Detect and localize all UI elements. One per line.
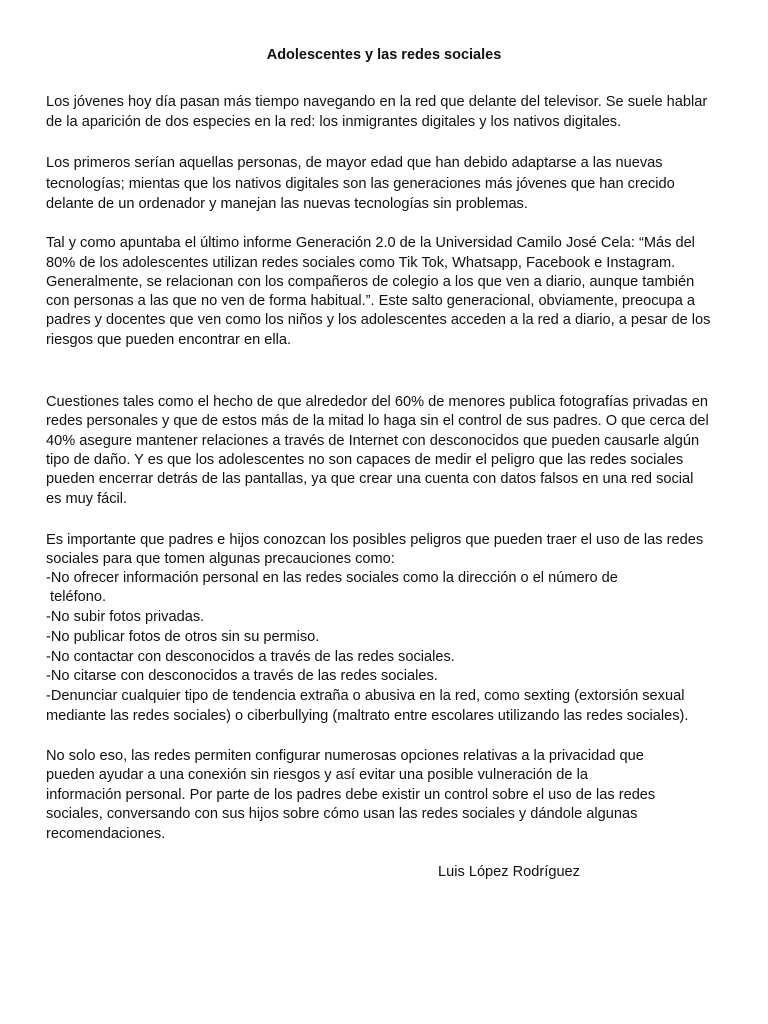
list-item: -No ofrecer información personal en las redes sociales como la dirección o el número de (46, 570, 618, 586)
paragraph-line: No solo eso, las redes permiten configurar numerosas opciones relativas a la privacidad que (46, 748, 644, 764)
list-item: -No subir fotos privadas. (46, 609, 205, 625)
paragraph-line: Es importante que padres e hijos conozcan los posibles peligros que pueden traer el uso de las redes (46, 532, 704, 548)
list-item: -No citarse con desconocidos a través de las redes sociales. (46, 668, 438, 684)
list-item: -Denunciar cualquier tipo de tendencia extraña o abusiva en la red, como sexting (extorsión sexual (46, 688, 685, 704)
paragraph-line: tecnologías; mientas que los nativos digitales son las generaciones más jóvenes que han crecido (46, 176, 675, 192)
paragraph-line: Tal y como apuntaba el último informe Generación 2.0 de la Universidad Camilo José Cela: “Más del (46, 235, 695, 251)
paragraph-line: pueden encerrar detrás de las pantallas, ya que crear una cuenta con datos falsos en una red social (46, 471, 694, 487)
author-signature: Luis López Rodríguez (438, 864, 580, 880)
paragraph-line: es muy fácil. (46, 491, 128, 507)
paragraph-line: sociales, conversando con sus hijos sobre cómo usan las redes sociales y dándole algunas (46, 806, 638, 822)
list-item: -No contactar con desconocidos a través de las redes sociales. (46, 649, 455, 665)
page-title: Adolescentes y las redes sociales (266, 47, 502, 63)
paragraph-line: Los primeros serían aquellas personas, de mayor edad que han debido adaptarse a las nuevas (46, 155, 663, 171)
paragraph-line: riesgos que pueden encontrar en ella. (46, 332, 292, 348)
paragraph-line: con personas a las que no ven de forma habitual.”. Este salto generacional, obviamente, preocupa a (46, 293, 696, 309)
list-item: teléfono. (46, 589, 107, 605)
paragraph-line: 40% asegure mantener relaciones a través de Internet con desconocidos que pueden causarle algún (46, 433, 700, 449)
paragraph-line: de la aparición de dos especies en la red: los inmigrantes digitales y los nativos digitales. (46, 114, 622, 130)
paragraph-line: tipo de daño. Y es que los adolescentes no son capaces de medir el peligro que las redes sociales (46, 452, 684, 468)
paragraph-line: Los jóvenes hoy día pasan más tiempo navegando en la red que delante del televisor. Se suele hablar (46, 94, 708, 110)
paragraph-line: recomendaciones. (46, 826, 166, 842)
paragraph-line: delante de un ordenador y manejan las nuevas tecnologías sin problemas. (46, 196, 528, 212)
paragraph-line: redes personales y que de estos más de la mitad lo haga sin el control de sus padres. O que cerca del (46, 413, 709, 429)
list-item: mediante las redes sociales) o ciberbullying (maltrato entre escolares utilizando las redes sociales). (46, 708, 689, 724)
paragraph-line: Cuestiones tales como el hecho de que alrededor del 60% de menores publica fotografías privadas en (46, 394, 708, 410)
list-item: -No publicar fotos de otros sin su permiso. (46, 629, 320, 645)
paragraph-line: sociales para que tomen algunas precauciones como: (46, 551, 395, 567)
paragraph-line: padres y docentes que ven como los niños y los adolescentes acceden a la red a diario, a pesar de los (46, 312, 711, 328)
paragraph-line: Generalmente, se relacionan con los compañeros de colegio a los que ven a diario, aunque también (46, 274, 695, 290)
paragraph-line: información personal. Por parte de los padres debe existir un control sobre el uso de las redes (46, 787, 656, 803)
paragraph-line: 80% de los adolescentes utilizan redes sociales como Tik Tok, Whatsapp, Facebook e Instagram. (46, 255, 676, 271)
paragraph-line: pueden ayudar a una conexión sin riesgos y así evitar una posible vulneración de la (46, 767, 588, 783)
